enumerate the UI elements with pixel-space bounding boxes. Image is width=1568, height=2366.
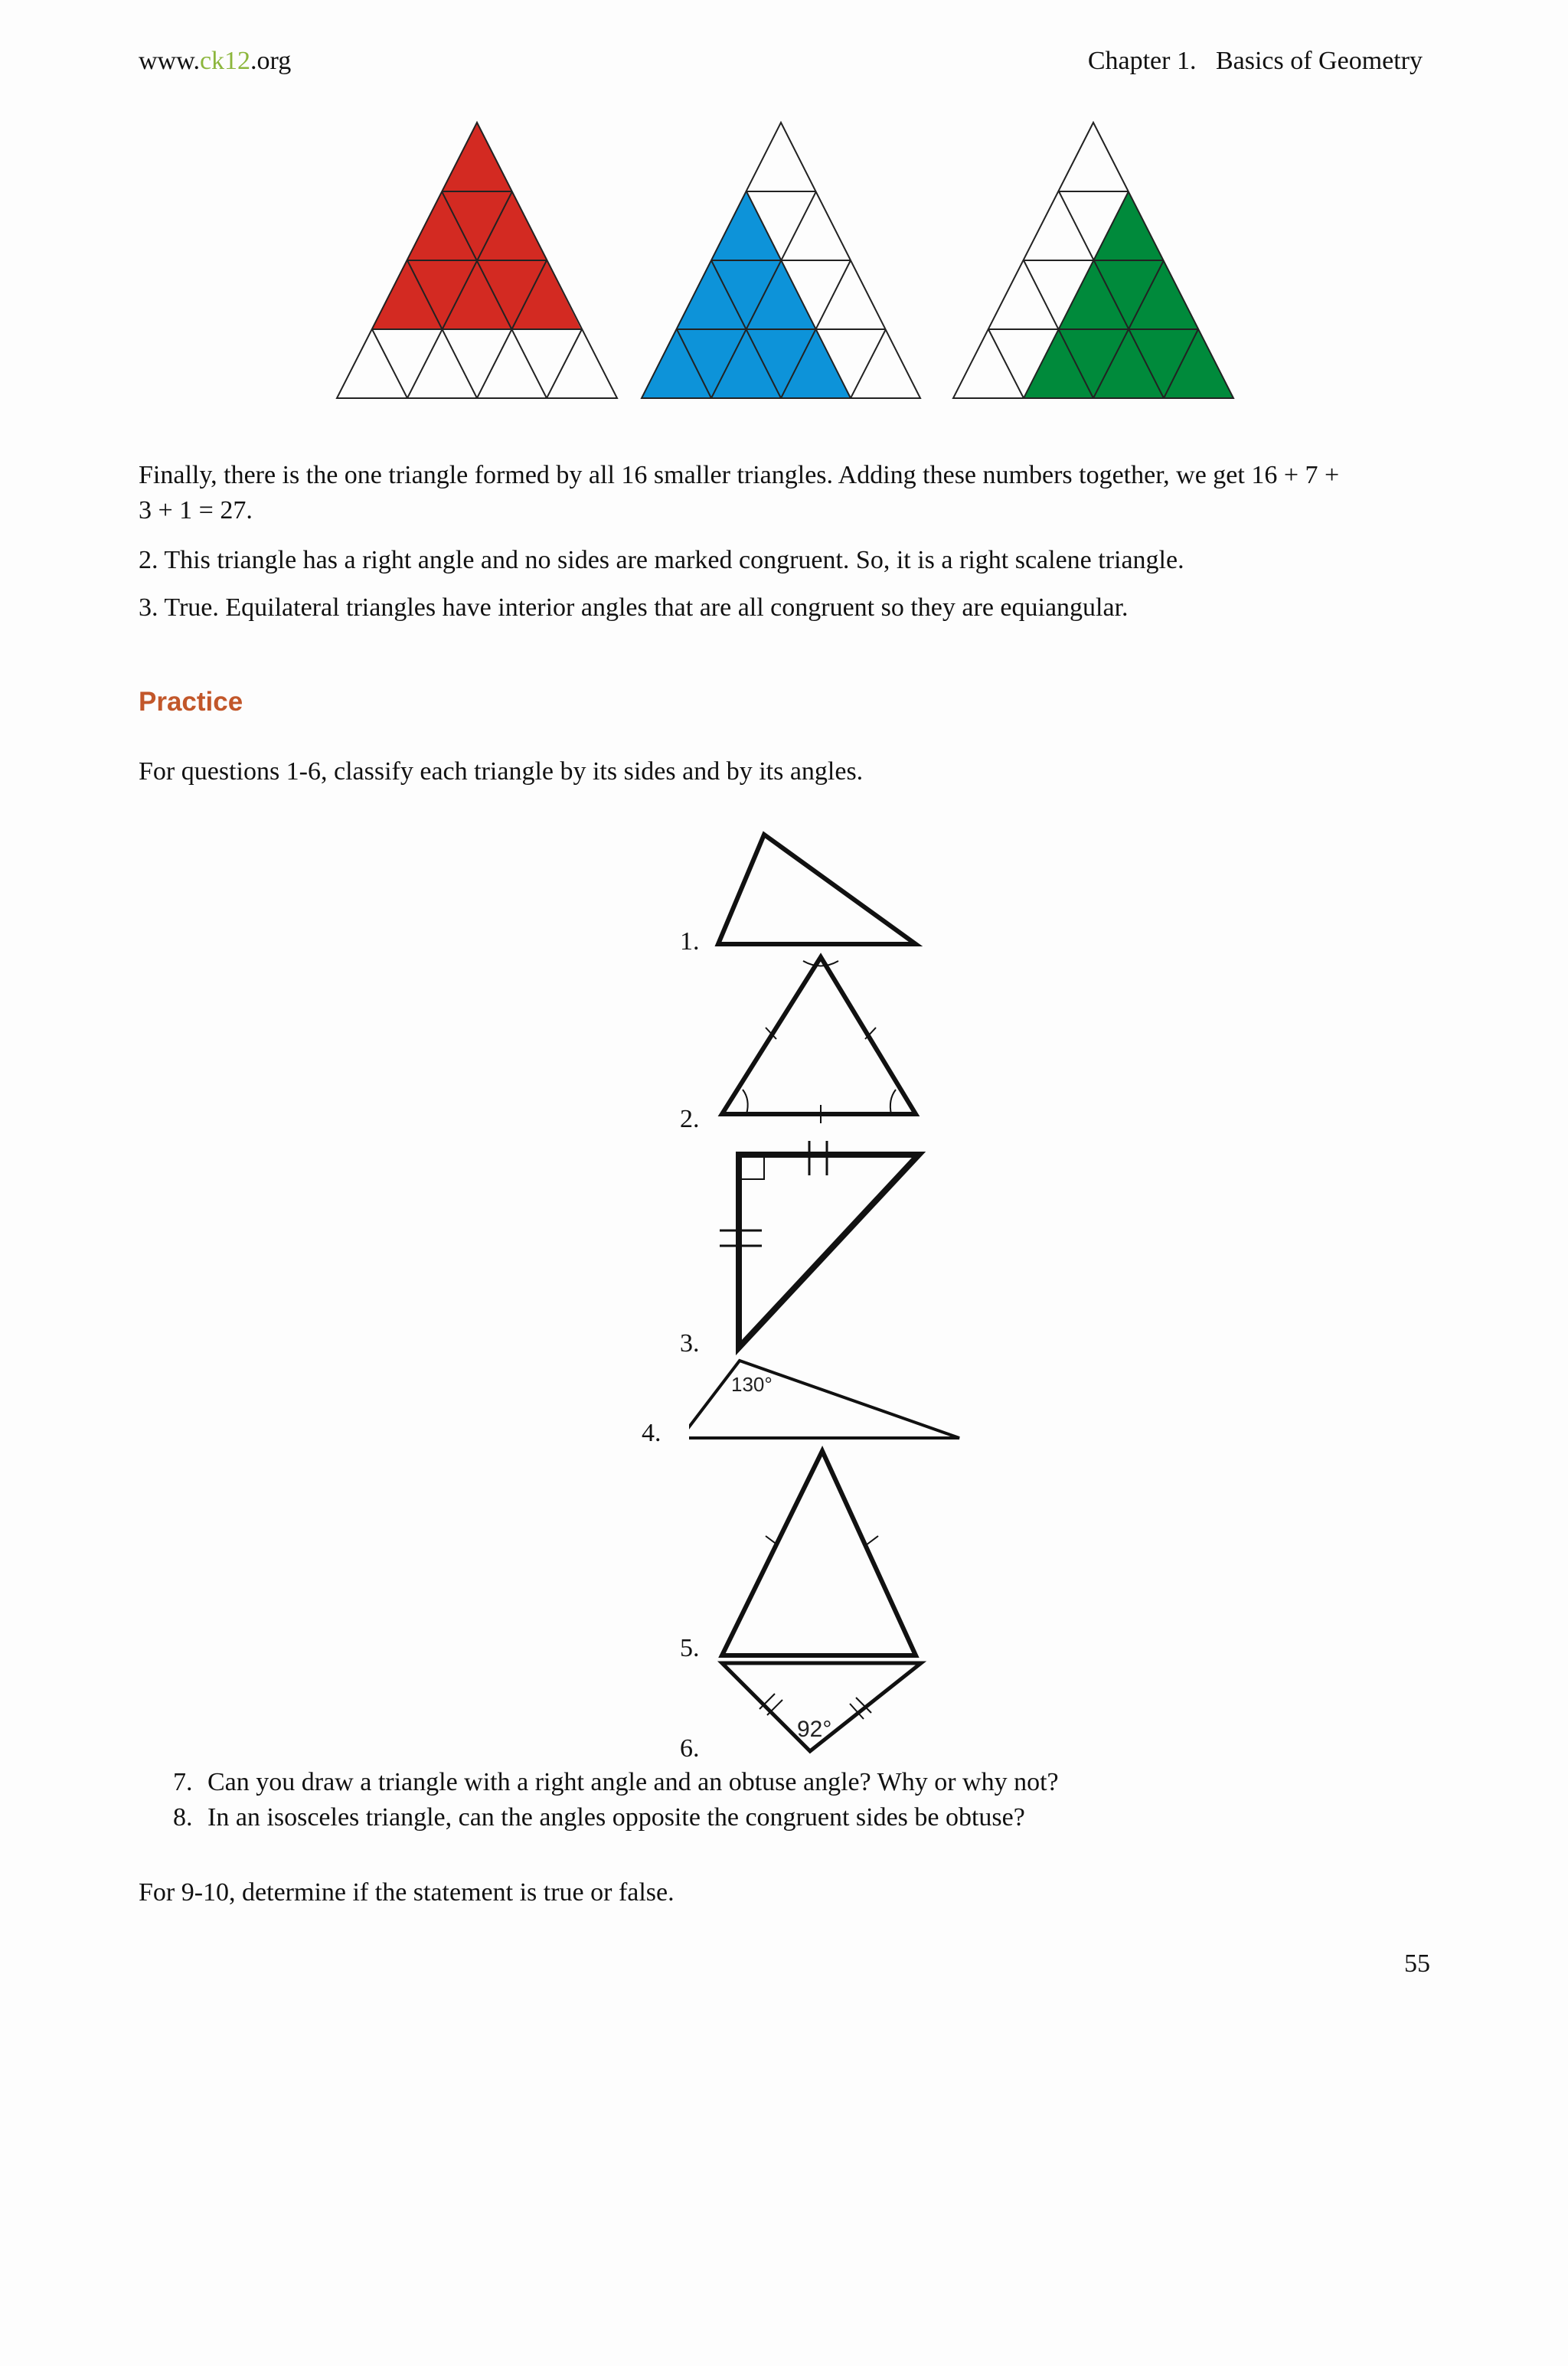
triangle-count-figure xyxy=(329,119,1240,402)
url-prefix: www. xyxy=(139,47,200,75)
blue-triangle-grid xyxy=(642,123,920,398)
solution-paragraph-line2: 3 + 1 = 27. xyxy=(139,496,253,525)
red-triangle-grid xyxy=(337,123,617,398)
figure-label-1: 1. xyxy=(680,927,700,956)
solution-paragraph-line1: Finally, there is the one triangle formed by all 16 smaller triangles. Adding these numbers together, we get 16 + 7 + xyxy=(139,461,1340,489)
question-7-text: Can you draw a triangle with a right angle and an obtuse angle? Why or why not? xyxy=(207,1768,1059,1796)
solution-item-3: 3. True. Equilateral triangles have interior angles that are all congruent so they are equiangular. xyxy=(139,593,1129,622)
url-suffix: .org xyxy=(250,47,292,75)
practice-triangles-figure xyxy=(689,819,980,2366)
chapter-title: Chapter 1. Basics of Geometry xyxy=(1087,47,1423,75)
triangle-2 xyxy=(722,957,916,1123)
question-8-text: In an isosceles triangle, can the angles opposite the congruent sides be obtuse? xyxy=(207,1803,1025,1832)
figure-label-2: 2. xyxy=(680,1105,700,1133)
page-number: 55 xyxy=(1404,1949,1430,1978)
practice-heading: Practice xyxy=(139,687,243,717)
figure-label-3: 3. xyxy=(680,1329,700,1358)
angle-label-92: 92° xyxy=(797,1717,832,1742)
question-7-number: 7. xyxy=(173,1768,193,1796)
solution-item-2: 2. This triangle has a right angle and no sides are marked congruent. So, it is a right scalene triangle. xyxy=(139,546,1184,574)
triangle-5 xyxy=(722,1451,916,1655)
question-8-number: 8. xyxy=(173,1803,193,1832)
triangle-4 xyxy=(689,1361,959,1438)
triangle-3 xyxy=(720,1141,919,1348)
green-triangle-grid xyxy=(953,123,1233,398)
triangle-1 xyxy=(718,835,916,944)
figure-label-4: 4. xyxy=(642,1419,662,1447)
url-brand: ck12 xyxy=(199,47,251,75)
practice-outro: For 9-10, determine if the statement is true or false. xyxy=(139,1878,675,1907)
site-url xyxy=(139,44,291,78)
practice-intro: For questions 1-6, classify each triangle by its sides and by its angles. xyxy=(139,757,864,786)
figure-label-5: 5. xyxy=(680,1634,700,1662)
angle-label-130: 130° xyxy=(731,1373,773,1396)
figure-label-6: 6. xyxy=(680,1734,700,1763)
